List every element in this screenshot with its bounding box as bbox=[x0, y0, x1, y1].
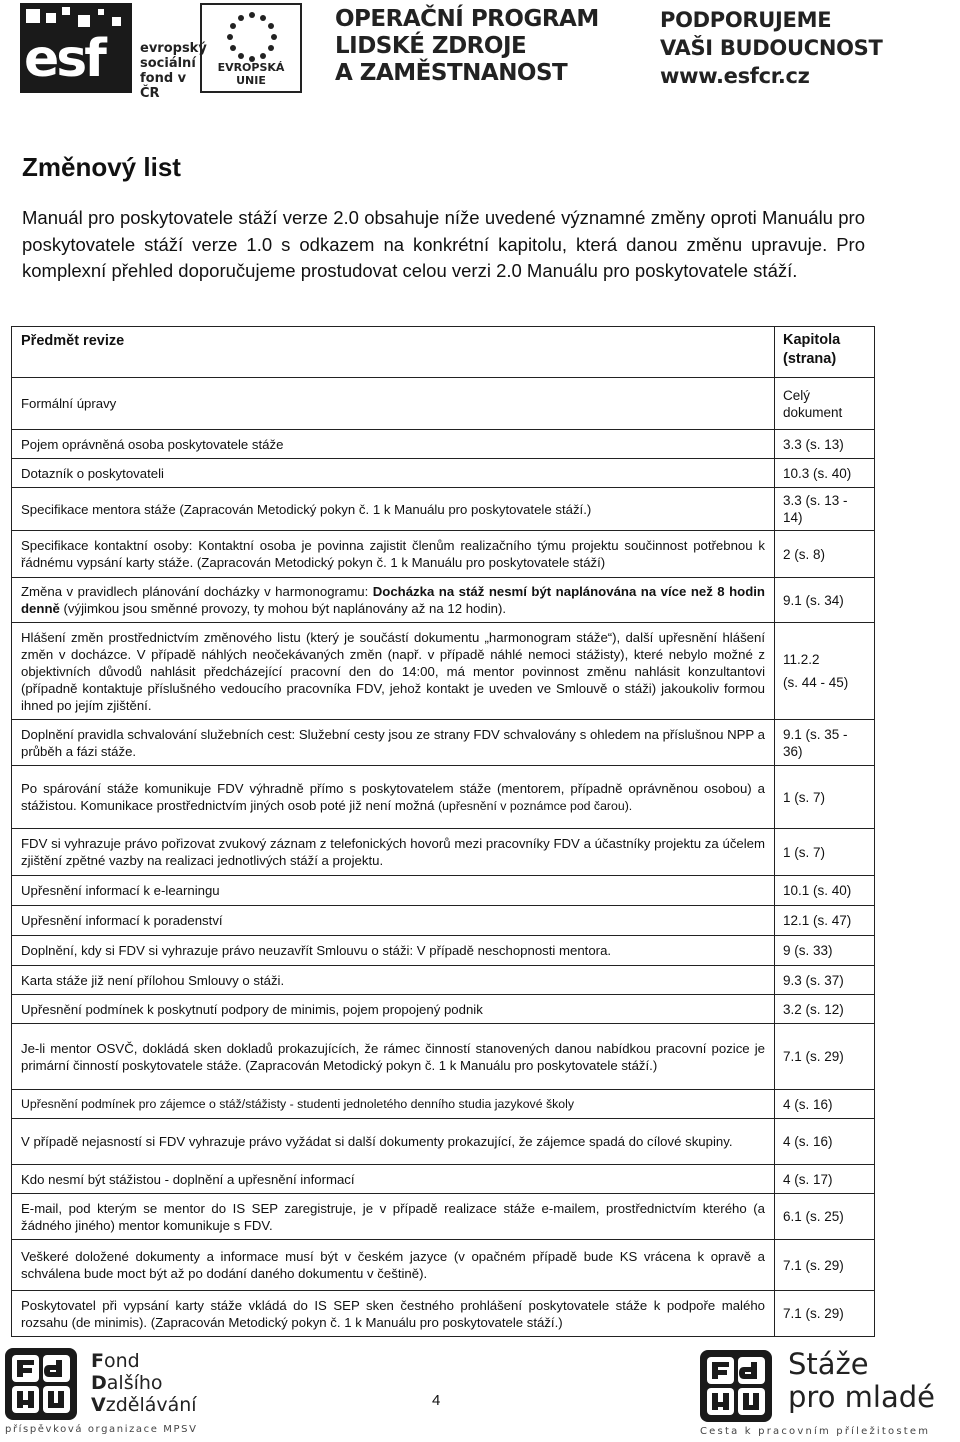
table-row bbox=[12, 1194, 875, 1240]
row-chapter: 10.3 (s. 40) bbox=[775, 459, 875, 488]
row-subject: Hlášení změn prostřednictvím změnového listu (který je součástí dokumentu „harmonogram stáže“), další upřesnění hlášení změn v docházce. V případě náhlých neočekávaných změn (např. v případě náhlé nemoci stážisty), které nebylo možné z objektivních důvodů nahlásit předcházející pracovní den do 14:00, má mentor povinnost změnu nahlásit konzultantovi (případně kontaktuje příslušného vedoucího pracovníka FDV, jehož kontakt je uveden ve Smlouvě o stáži) jakoukoliv formou ihned po jejím zjištění. bbox=[12, 623, 775, 720]
row-chapter: Celý dokument bbox=[775, 378, 875, 430]
slogan-line: PODPORUJEME bbox=[660, 8, 832, 32]
row-chapter: 4 (s. 16) bbox=[775, 1119, 875, 1165]
table-row bbox=[12, 995, 875, 1024]
row-subject: Upřesnění podmínek k poskytnutí podpory de minimis, pojem propojený podnik bbox=[12, 995, 775, 1024]
table-row bbox=[12, 623, 875, 720]
table-row bbox=[12, 1291, 875, 1337]
table-row bbox=[12, 430, 875, 459]
op-lzz-logo bbox=[335, 6, 635, 87]
row-subject: Doplnění pravidla schvalování služebních cest: Služební cesty jsou ze strany FDV schvalovány s ohledem na příslušnou NPP a průběh a fázi stáže. bbox=[12, 720, 775, 766]
row-subject: Specifikace mentora stáže (Zapracován Metodický pokyn č. 1 k Manuálu pro poskytovatele stáží.) bbox=[12, 488, 775, 531]
intro-paragraph: Manuál pro poskytovatele stáží verze 2.0 obsahuje níže uvedené významné změny oproti Manuálu pro poskytovatele stáží verze 1.0 s odkazem na konkrétní kapitolu, která danou změnu upravuje. Pro komplexní přehled doporučujeme prostudovat celou verzi 2.0 Manuálu pro poskytovatele stáží. bbox=[22, 207, 865, 281]
table-row bbox=[12, 766, 875, 829]
staze-pro-mlade-logo bbox=[700, 1348, 960, 1440]
table-row bbox=[12, 531, 875, 578]
fdv-subtitle: příspěvková organizace MPSV bbox=[5, 1424, 198, 1435]
spm-mark-icon bbox=[700, 1350, 772, 1422]
slogan-line: VAŠI BUDOUCNOST bbox=[660, 36, 883, 60]
esf-logo bbox=[20, 3, 207, 101]
row-subject: Je-li mentor OSVČ, dokládá sken dokladů prokazujících, že rámec činností stanovených danou nabídkou pracovní pozice je primární činností poskytovatele stáže. (Zapracován Metodický pokyn č. 1 k Manuálu pro poskytovatele stáží.) bbox=[12, 1024, 775, 1090]
table-row bbox=[12, 488, 875, 531]
row-chapter: 9.1 (s. 34) bbox=[775, 578, 875, 623]
row-subject: Po spárování stáže komunikuje FDV výhradně přímo s poskytovatelem stáže (mentorem, případně oprávněnou osobou) a stážistou. Komunikace prostřednictvím jiných osob poté již není možná (upřesnění v poznámce pod čarou). bbox=[12, 766, 775, 829]
row-subject: V případě nejasností si FDV vyhrazuje právo vyžádat si další dokumenty prokazující, že zájemce spadá do cílové skupiny. bbox=[12, 1119, 775, 1165]
row-subject: Upřesnění podmínek pro zájemce o stáž/stážisty - studenti jednoletého denního studia jazykové školy bbox=[12, 1090, 775, 1119]
row-subject: Doplnění, kdy si FDV si vyhrazuje právo neuzavřít Smlouvu o stáži: V případě neschopnosti mentora. bbox=[12, 936, 775, 966]
emphasis-text: Docházka na stáž nesmí být naplánována na více než 8 hodin denně bbox=[21, 584, 765, 616]
row-subject: Kdo nesmí být stážistou - doplnění a upřesnění informací bbox=[12, 1165, 775, 1194]
table-row bbox=[12, 829, 875, 876]
row-chapter: 3.3 (s. 13) bbox=[775, 430, 875, 459]
row-chapter: 9 (s. 33) bbox=[775, 936, 875, 966]
row-chapter: 11.2.2 (s. 44 - 45) bbox=[775, 623, 875, 720]
row-subject: Poskytovatel při vypsání karty stáže vkládá do IS SEP sken čestného prohlášení poskytovatele stáže k podpoře malého rozsahu (de minimis). (Zapracován Metodický pokyn č. 1 k Manuálu pro poskytovatele stáží.) bbox=[12, 1291, 775, 1337]
esf-website: www.esfcr.cz bbox=[660, 64, 810, 88]
row-chapter: 4 (s. 16) bbox=[775, 1090, 875, 1119]
spm-subtitle: Cesta k pracovním příležitostem bbox=[700, 1426, 931, 1437]
table-row bbox=[12, 876, 875, 906]
row-chapter: 1 (s. 7) bbox=[775, 766, 875, 829]
op-line: A ZAMĚSTNANOST bbox=[335, 60, 568, 86]
row-chapter: 7.1 (s. 29) bbox=[775, 1240, 875, 1291]
row-subject: FDV si vyhrazuje právo pořizovat zvukový záznam z telefonických hovorů mezi pracovníky FDV a účastníky projektu za účelem zjištění zpětné vazby na realizaci jednotlivých stáží a projektu. bbox=[12, 829, 775, 876]
table-row bbox=[12, 1240, 875, 1291]
table-row bbox=[12, 1090, 875, 1119]
fdv-logo bbox=[5, 1346, 265, 1440]
header-subject: Předmět revize bbox=[12, 327, 775, 378]
row-chapter: 2 (s. 8) bbox=[775, 531, 875, 578]
row-chapter: 7.1 (s. 29) bbox=[775, 1291, 875, 1337]
eu-label: EVROPSKÁ UNIE bbox=[217, 61, 285, 87]
row-chapter: 10.1 (s. 40) bbox=[775, 876, 875, 906]
eu-flag-logo bbox=[200, 3, 302, 93]
row-chapter: 9.3 (s. 37) bbox=[775, 966, 875, 995]
table-row bbox=[12, 459, 875, 488]
op-line: LIDSKÉ ZDROJE bbox=[335, 33, 527, 59]
row-subject: Veškeré doložené dokumenty a informace musí být v českém jazyce (v opačném případě bude KS vrácena k opravě a schválena bude moct být až po dodání daného dokumentu v češtině). bbox=[12, 1240, 775, 1291]
page-header bbox=[0, 0, 960, 100]
header-chapter: Kapitola (strana) bbox=[775, 327, 875, 378]
table-row bbox=[12, 1024, 875, 1090]
fdv-name: Fond Dalšího Vzdělávání bbox=[91, 1350, 197, 1416]
row-chapter: 4 (s. 17) bbox=[775, 1165, 875, 1194]
row-subject: E-mail, pod kterým se mentor do IS SEP zaregistruje, je v případě realizace stáže e-mailem, prostřednictvím kterého (a žádného jiného) mentor komunikuje s FDV. bbox=[12, 1194, 775, 1240]
esf-logo-mark bbox=[20, 3, 132, 93]
esf-letters: esf bbox=[24, 29, 104, 89]
row-subject: Formální úpravy bbox=[12, 378, 775, 430]
table-row bbox=[12, 1119, 875, 1165]
table-row bbox=[12, 720, 875, 766]
table-row bbox=[12, 378, 875, 430]
row-chapter: 7.1 (s. 29) bbox=[775, 1024, 875, 1090]
row-subject: Pojem oprávněná osoba poskytovatele stáže bbox=[12, 430, 775, 459]
row-chapter: 3.2 (s. 12) bbox=[775, 995, 875, 1024]
footnote-remark: (upřesnění v poznámce pod čarou). bbox=[438, 798, 633, 813]
page-title: Změnový list bbox=[22, 152, 181, 182]
op-line: OPERAČNÍ PROGRAM bbox=[335, 6, 599, 32]
row-subject: Karta stáže již není přílohou Smlouvy o stáži. bbox=[12, 966, 775, 995]
row-chapter: 6.1 (s. 25) bbox=[775, 1194, 875, 1240]
table-row bbox=[12, 966, 875, 995]
support-slogan bbox=[660, 6, 950, 90]
row-subject: Specifikace kontaktní osoby: Kontaktní osoba je povinna zajistit členům realizačního týmu projektu součinnost potřebnou k řádnému vypsání karty stáže. (Zapracován Metodický pokyn č. 1 k Manuálu pro poskytovatele stáží) bbox=[12, 531, 775, 578]
row-chapter: 3.3 (s. 13 - 14) bbox=[775, 488, 875, 531]
table-row bbox=[12, 1165, 875, 1194]
row-subject: Změna v pravidlech plánování docházky v harmonogramu: Docházka na stáž nesmí být naplánována na více než 8 hodin denně (výjimkou jsou směnné provozy, ty mohou být naplánovány až na 12 hodin). bbox=[12, 578, 775, 623]
table-header-row bbox=[12, 327, 875, 378]
spm-name: Stáže pro mladé bbox=[788, 1347, 935, 1414]
change-table bbox=[11, 326, 875, 1337]
table-row bbox=[12, 906, 875, 936]
table-row bbox=[12, 936, 875, 966]
esf-logo-text: evropský sociální fond v ČR bbox=[140, 41, 207, 101]
row-chapter: 1 (s. 7) bbox=[775, 829, 875, 876]
row-chapter: 12.1 (s. 47) bbox=[775, 906, 875, 936]
row-subject: Upřesnění informací k poradenství bbox=[12, 906, 775, 936]
table-row bbox=[12, 578, 875, 623]
fdv-mark-icon bbox=[5, 1348, 77, 1420]
row-subject: Dotazník o poskytovateli bbox=[12, 459, 775, 488]
row-subject: Upřesnění informací k e-learningu bbox=[12, 876, 775, 906]
eu-stars-icon bbox=[226, 11, 278, 63]
row-chapter: 9.1 (s. 35 - 36) bbox=[775, 720, 875, 766]
page-number: 4 bbox=[432, 1392, 441, 1409]
